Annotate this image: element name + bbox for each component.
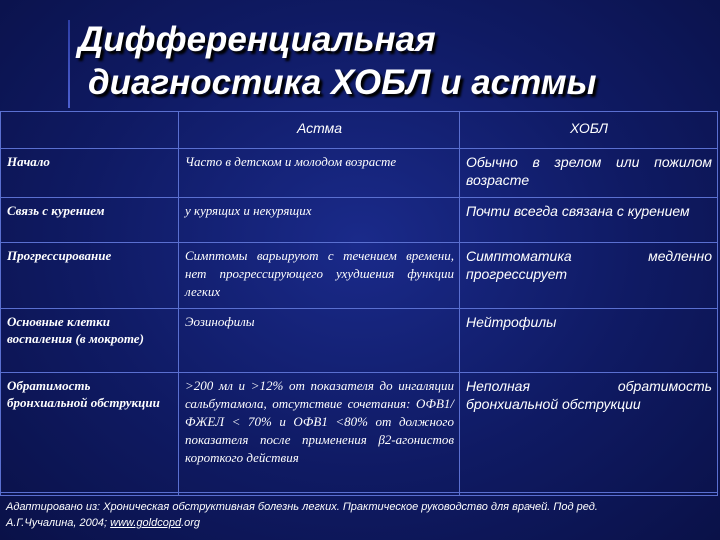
comparison-table (0, 111, 718, 496)
footer-text-1: Адаптировано из: Хроническая обструктивная болезнь легких. Практическое руководство для врачей. Под ред. (6, 501, 598, 513)
asthma-cell: >200 мл и >12% от показателя до ингаляции сальбутамола, отсутствие сочетания: ОФВ1/ФЖЕЛ < 70% и ОФВ1 <80% от должного показателя после применения β2-агонистов короткого действия (179, 373, 460, 496)
copd-cell: Обычно в зрелом или пожилом возрасте (460, 149, 718, 198)
table-row (1, 149, 718, 198)
footer-text-2: А.Г.Чучалина, 2004; (6, 517, 111, 529)
footer-suffix: .org (181, 517, 201, 529)
asthma-cell: Эозинофилы (179, 309, 460, 373)
decorative-line (68, 20, 70, 108)
row-label: Связь с курением (1, 198, 179, 243)
title-line-1: Дифференциальная (78, 20, 436, 59)
header-asthma: Астма (179, 112, 460, 149)
asthma-cell: Часто в детском и молодом возрасте (179, 149, 460, 198)
copd-cell: Почти всегда связана с курением (460, 198, 718, 243)
row-label: Прогрессирование (1, 243, 179, 309)
copd-cell: Неполная обратимость бронхиальной обструкции (460, 373, 718, 496)
table-header-row (1, 112, 718, 149)
row-label: Основные клетки воспаления (в мокроте) (1, 309, 179, 373)
asthma-cell: Симптомы варьируют с течением времени, нет прогрессирующего ухудшения функции легких (179, 243, 460, 309)
asthma-cell: у курящих и некурящих (179, 198, 460, 243)
copd-cell: Симптоматика медленно прогрессирует (460, 243, 718, 309)
table-row (1, 373, 718, 496)
row-label: Обратимость бронхиальной обструкции (1, 373, 179, 496)
title-line-2: диагностика ХОБЛ и астмы (88, 63, 597, 102)
header-empty (1, 112, 179, 149)
copd-cell: Нейтрофилы (460, 309, 718, 373)
table-row (1, 243, 718, 309)
source-footer (0, 492, 718, 538)
header-copd: ХОБЛ (460, 112, 718, 149)
table-row (1, 198, 718, 243)
table-row (1, 309, 718, 373)
page-title (78, 18, 698, 104)
row-label: Начало (1, 149, 179, 198)
source-link[interactable]: www.goldcopd (110, 517, 182, 529)
